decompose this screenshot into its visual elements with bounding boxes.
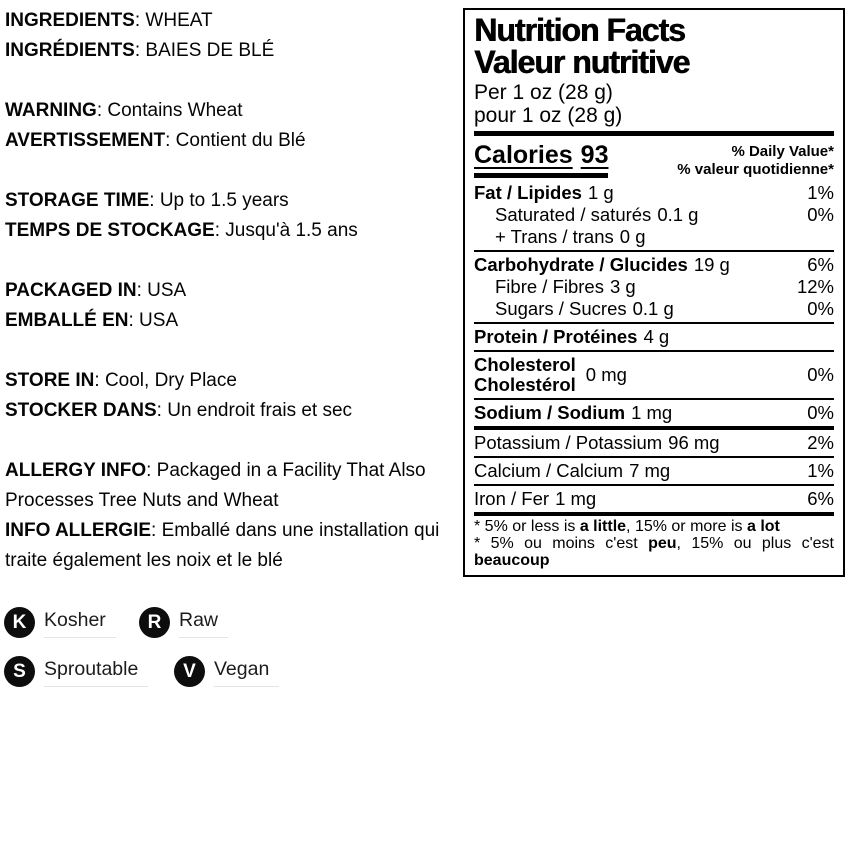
nutrient-dv: 1% [807, 460, 834, 481]
nutrient-name: Sugars / Sucres [495, 298, 627, 319]
nutrient-row-sodium [474, 402, 834, 424]
info-line-value: : USA [136, 280, 187, 301]
footnote-en [474, 518, 834, 535]
info-line-value: : Packaged in a Facility That Also Processes Tree Nuts and Wheat [5, 460, 426, 511]
info-line [5, 456, 460, 516]
nutrient-amount: 4 g [643, 326, 670, 347]
nutrient-dv: 0% [807, 364, 834, 385]
nutrient-row-fat [474, 182, 834, 204]
footnote-text: , 15% or more is [626, 518, 747, 535]
cholesterol-name-en: Cholesterol [474, 354, 576, 375]
info-line [5, 306, 460, 336]
ingredients-group [5, 6, 460, 66]
warning-group [5, 96, 460, 156]
nutrient-name: Saturated / saturés [495, 204, 652, 225]
store-in-group [5, 366, 460, 426]
serving-size-en: Per 1 oz (28 g) [474, 81, 613, 104]
product-info-column [5, 6, 460, 606]
info-line [5, 186, 460, 216]
cholesterol-name-fr: Cholestérol [474, 374, 576, 395]
nutrient-amount: 0.1 g [632, 298, 674, 319]
nutrient-row-cholesterol [474, 354, 834, 396]
info-line [5, 276, 460, 306]
calories-value: 93 [580, 141, 609, 169]
info-line [5, 216, 460, 246]
nutrient-dv: 0% [807, 298, 834, 319]
info-line-value: : Emballé dans une installation qui traite également les noix et le blé [5, 520, 440, 571]
nutrient-name: Fibre / Fibres [495, 276, 604, 297]
calories [474, 142, 608, 178]
info-line-label: STORE IN [5, 370, 95, 391]
daily-value-header-en: % Daily Value* [731, 143, 834, 160]
raw-icon: R [139, 607, 170, 638]
info-line-label: WARNING [5, 100, 97, 121]
info-line-label: PACKAGED IN [5, 280, 137, 301]
nutrient-amount: 0 g [619, 226, 646, 247]
serving-size-fr: pour 1 oz (28 g) [474, 104, 623, 127]
divider-thick [474, 131, 834, 136]
nutrient-amount: 1 mg [631, 402, 673, 423]
nutrient-row-sugars [474, 298, 834, 320]
info-line-value: : USA [128, 310, 179, 331]
info-line-label: INFO ALLERGIE [5, 520, 152, 541]
info-line-label: ALLERGY INFO [5, 460, 147, 481]
packaged-in-group [5, 276, 460, 336]
storage-time-group [5, 186, 460, 246]
nutrient-amount: 7 mg [629, 460, 671, 481]
info-line-value: : WHEAT [134, 10, 213, 31]
info-line-value: : BAIES DE BLÉ [134, 40, 275, 61]
nutrient-amount: 96 mg [668, 432, 720, 453]
calories-underbar [474, 173, 608, 178]
nutrient-rows [474, 182, 834, 516]
calories-label: Calories [474, 141, 573, 169]
info-line [5, 366, 460, 396]
info-line-value: : Un endroit frais et sec [156, 400, 353, 421]
info-line-label: INGREDIENTS [5, 10, 135, 31]
kosher-icon: K [4, 607, 35, 638]
sproutable-icon: S [4, 656, 35, 687]
nutrient-dv: 12% [796, 276, 834, 297]
sproutable-badge-label: Sproutable [44, 658, 148, 687]
info-line-label: AVERTISSEMENT [5, 130, 166, 151]
divider-thick [474, 426, 834, 430]
nutrient-dv: 6% [807, 254, 834, 275]
nutrient-dv: 2% [807, 432, 834, 453]
nutrient-name: Protein / Protéines [474, 326, 638, 347]
info-line [5, 36, 460, 66]
info-line-value: : Cool, Dry Place [94, 370, 237, 391]
info-line [5, 516, 460, 576]
info-line-value: : Contains Wheat [96, 100, 243, 121]
nutrient-amount: 0.1 g [657, 204, 699, 225]
nutrient-amount: 3 g [609, 276, 636, 297]
nutrition-facts-title-fr: Valeur nutritive [474, 44, 690, 80]
footnote-text: * 5% or less is [474, 518, 580, 535]
footnote-bold: a little [579, 518, 627, 535]
sproutable-badge [4, 656, 148, 687]
nutrient-name: Sodium / Sodium [474, 402, 626, 423]
info-line-label: TEMPS DE STOCKAGE [5, 220, 215, 241]
info-line-label: EMBALLÉ EN [5, 310, 129, 331]
nutrient-name: Carbohydrate / Glucides [474, 254, 688, 275]
vegan-icon: V [174, 656, 205, 687]
footnote-text: , 15% ou plus c'est [676, 535, 834, 552]
nutrient-name: Iron / Fer [474, 488, 550, 509]
divider-thin [474, 350, 834, 352]
raw-badge-label: Raw [179, 609, 228, 638]
nutrient-row-potassium [474, 432, 834, 454]
nutrient-row-trans [474, 226, 834, 248]
kosher-badge-label: Kosher [44, 609, 116, 638]
info-line [5, 396, 460, 426]
nutrition-facts-panel [463, 8, 845, 577]
nutrient-row-carbohydrate [474, 254, 834, 276]
info-line-value: : Jusqu'à 1.5 ans [214, 220, 358, 241]
nutrient-row-protein [474, 326, 834, 348]
divider-thin [474, 398, 834, 400]
raw-badge [139, 607, 228, 638]
nutrient-dv: 0% [807, 204, 834, 225]
calories-row [474, 142, 834, 178]
nutrient-row-calcium [474, 460, 834, 482]
nutrient-row-fibre [474, 276, 834, 298]
allergy-info-group [5, 456, 460, 576]
nutrient-dv: 0% [807, 402, 834, 423]
divider-thin [474, 456, 834, 458]
info-line-label: STOCKER DANS [5, 400, 157, 421]
daily-value-header-fr: % valeur quotidienne* [677, 160, 834, 178]
divider-thick [474, 512, 834, 516]
footnote-fr [474, 535, 834, 569]
info-line-value: : Contient du Blé [165, 130, 306, 151]
nutrient-amount: 19 g [693, 254, 730, 275]
nutrient-amount: 1 mg [555, 488, 597, 509]
divider-thin [474, 484, 834, 486]
divider-thin [474, 322, 834, 324]
footnote-bold: peu [648, 535, 677, 552]
divider-thin [474, 250, 834, 252]
serving-size [474, 81, 834, 127]
info-line-label: STORAGE TIME [5, 190, 150, 211]
daily-value-header [677, 143, 834, 178]
info-line [5, 6, 460, 36]
info-line [5, 96, 460, 126]
vegan-badge-label: Vegan [214, 658, 279, 687]
footnote-text: * 5% ou moins c'est [474, 535, 649, 552]
nutrient-name: Fat / Lipides [474, 182, 582, 203]
info-line-value: : Up to 1.5 years [149, 190, 289, 211]
nutrient-name [474, 355, 576, 395]
nutrient-row-iron [474, 488, 834, 510]
footnote-bold: beaucoup [474, 552, 550, 569]
nutrition-facts-title-en: Nutrition Facts [474, 12, 685, 48]
nutrient-name: Calcium / Calcium [474, 460, 624, 481]
info-line [5, 126, 460, 156]
footnote [474, 518, 834, 569]
nutrient-name: + Trans / trans [495, 226, 614, 247]
vegan-badge [174, 656, 279, 687]
nutrient-amount: 1 g [587, 182, 614, 203]
footnote-bold: a lot [746, 518, 780, 535]
nutrient-row-saturated [474, 204, 834, 226]
nutrient-amount: 0 mg [585, 364, 627, 385]
nutrient-dv: 1% [807, 182, 834, 203]
info-line-label: INGRÉDIENTS [5, 40, 135, 61]
nutrient-dv: 6% [807, 488, 834, 509]
kosher-badge [4, 607, 116, 638]
nutrient-name: Potassium / Potassium [474, 432, 663, 453]
